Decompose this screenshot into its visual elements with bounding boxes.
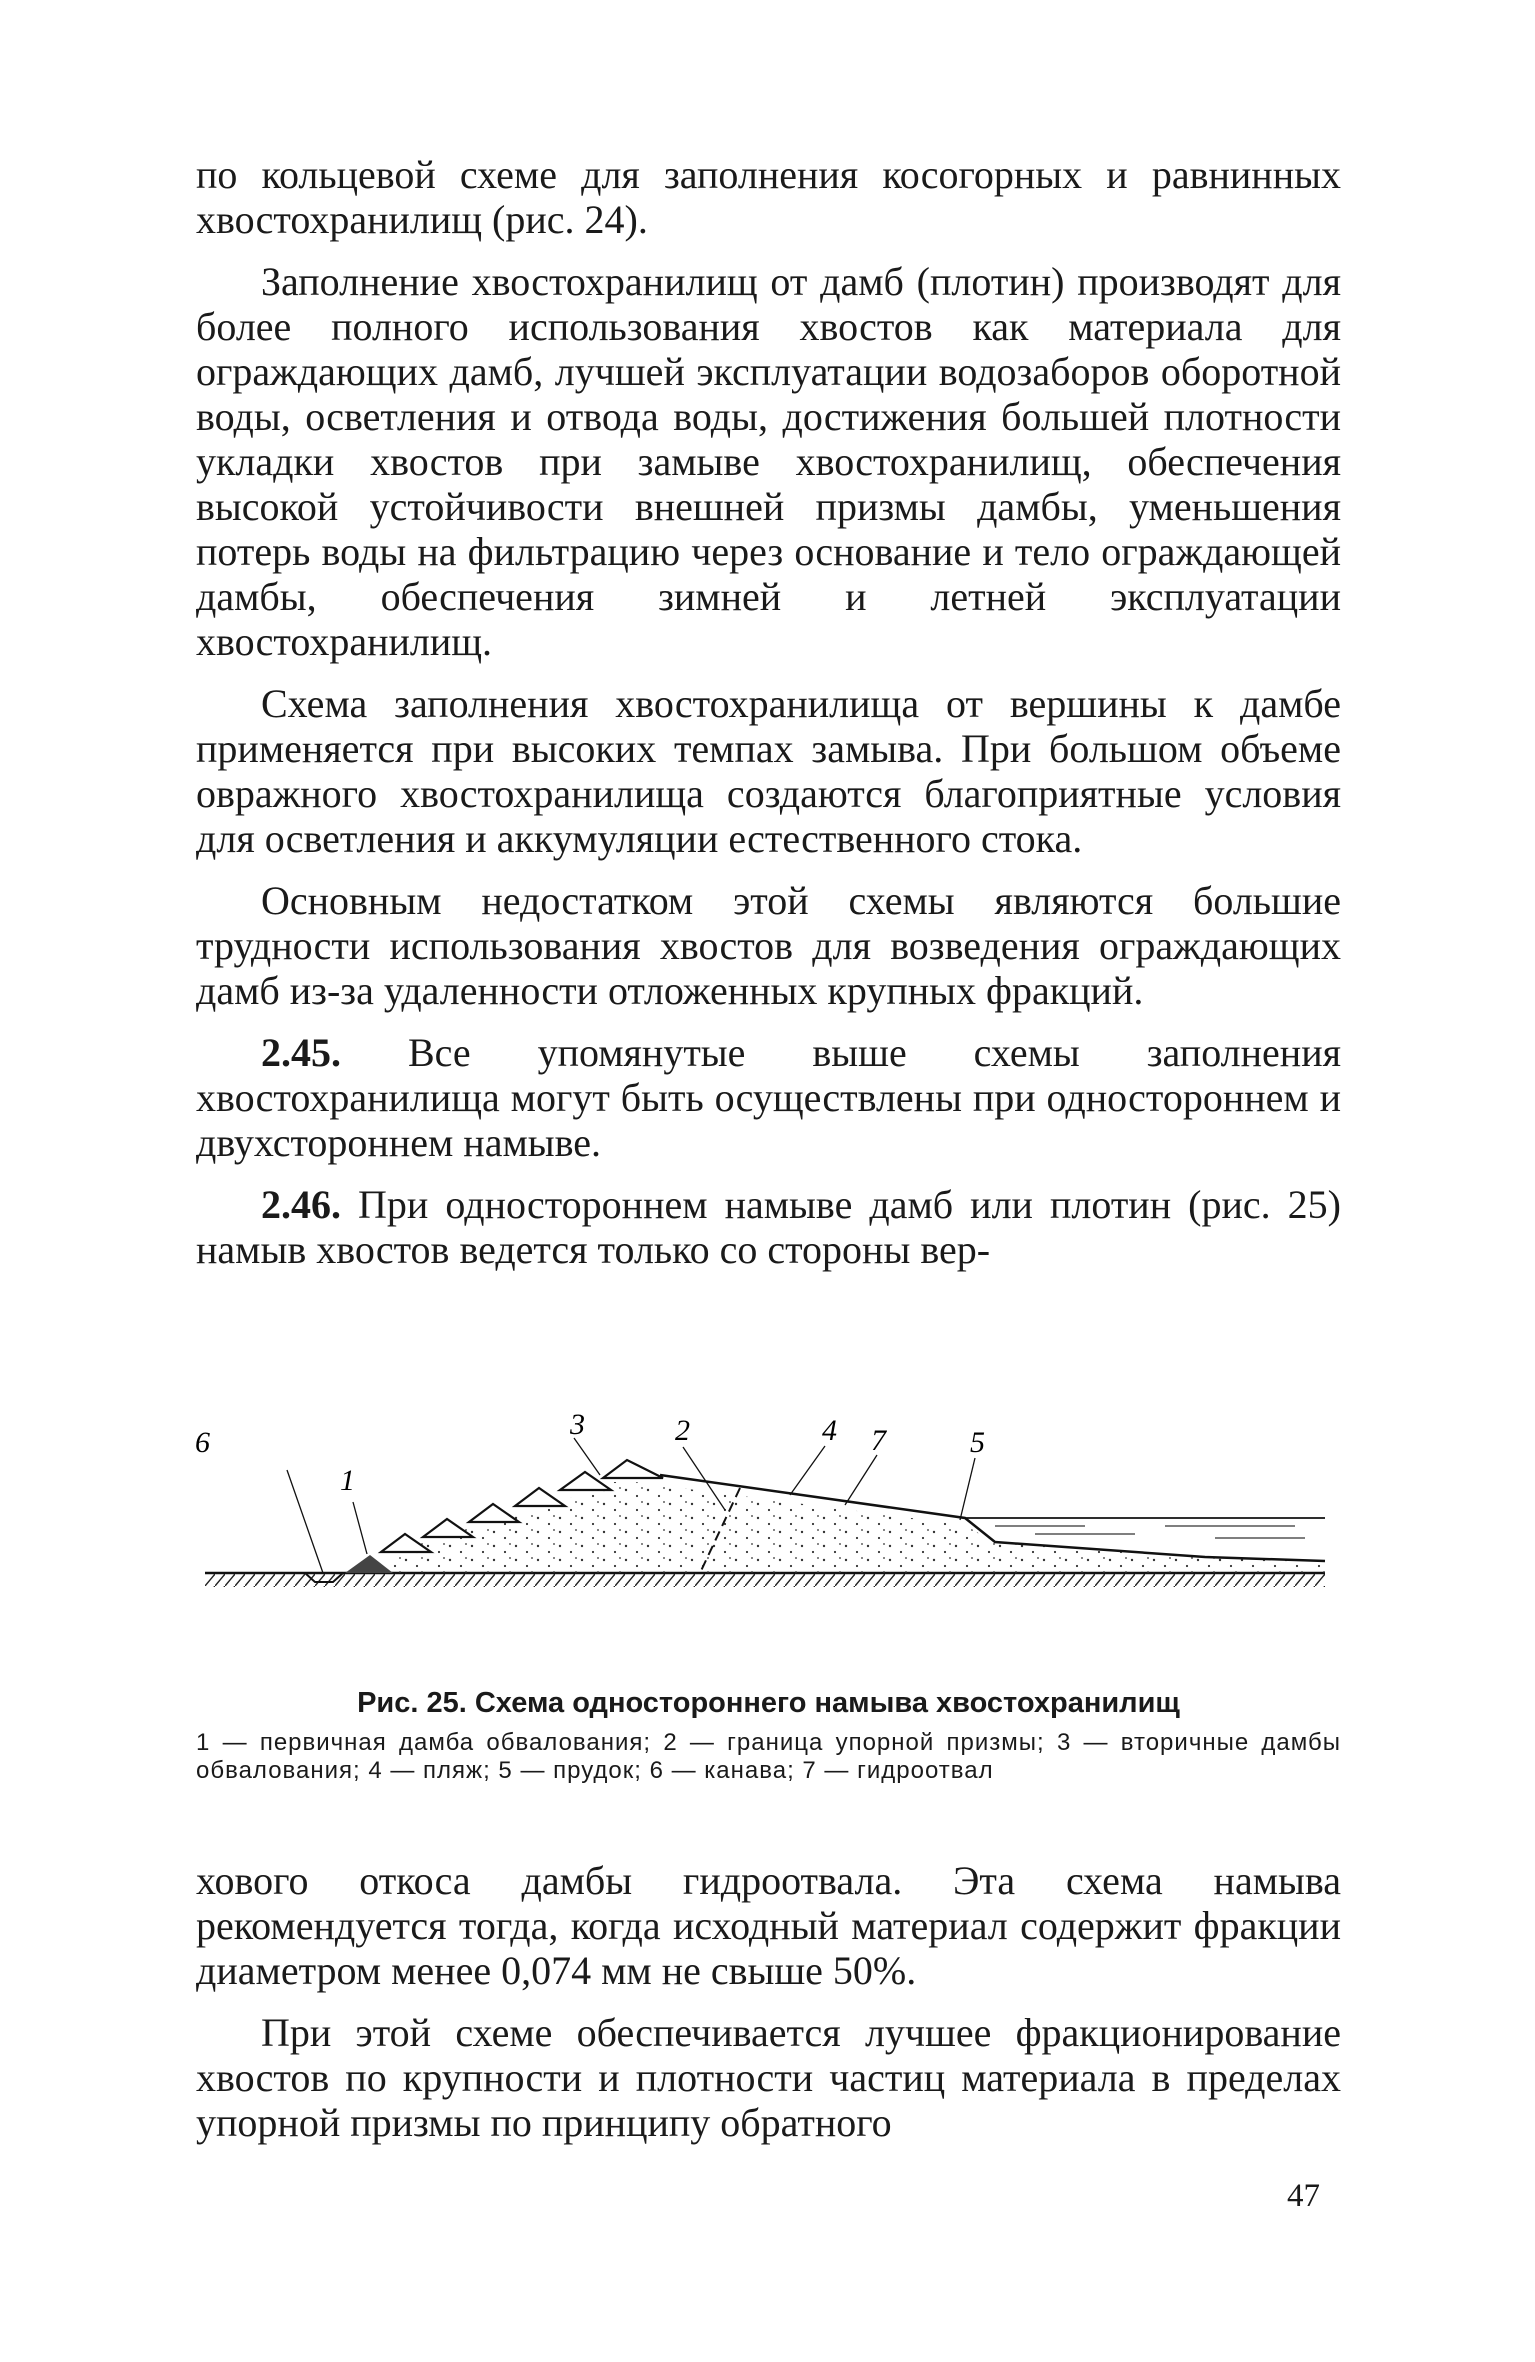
label-5: 5	[970, 1426, 985, 1459]
figure-25-diagram	[195, 1408, 1345, 1650]
ground-hatch	[205, 1573, 1325, 1587]
leader-3	[574, 1438, 600, 1475]
paragraph-2-46: 2.46. При одностороннем намыве дамб или плотин (рис. 25) намыв хвостов ведется только со стороны вер-	[196, 1182, 1341, 1272]
secondary-dam	[560, 1472, 611, 1490]
section-number: 2.46.	[261, 1182, 341, 1227]
text-block-top	[196, 152, 1341, 1272]
paragraph: При этой схеме обеспечивается лучшее фракционирование хвостов по крупности и плотности частиц материала в пределах упорной призмы по принципу обратного	[196, 2010, 1341, 2145]
figure-caption	[196, 1685, 1341, 1785]
caption-legend: 1 — первичная дамба обвалования; 2 — граница упорной призмы; 3 — вторичные дамбы обвалования; 4 — пляж; 5 — прудок; 6 — канава; 7 — гидроотвал	[196, 1729, 1341, 1784]
label-1: 1	[340, 1464, 355, 1497]
leader-7	[845, 1455, 877, 1505]
page-number: 47	[1287, 2178, 1320, 2214]
paragraph-continuation: хового откоса дамбы гидроотвала. Эта схема намыва рекомендуется тогда, когда исходный материал содержит фракции диаметром менее 0,074 мм не свыше 50%.	[196, 1858, 1341, 1993]
text-block-bottom	[196, 1858, 1341, 2145]
paragraph: Основным недостатком этой схемы являются большие трудности использования хвостов для возведения ограждающих дамб из-за удаленности отложенных крупных фракций.	[196, 878, 1341, 1013]
label-3: 3	[570, 1408, 585, 1441]
paragraph-continuation: по кольцевой схеме для заполнения косогорных и равнинных хвостохранилищ (рис. 24).	[196, 152, 1341, 242]
paragraph: Заполнение хвостохранилищ от дамб (плотин) производят для более полного использования хвостов как материала для ограждающих дамб, лучшей эксплуатации водозаборов оборотной воды, осветления и отвода воды, достижения большей плотности укладки хвостов при замыве хвостохранилищ, обеспечения высокой устойчивости внешней призмы дамбы, уменьшения потерь воды на фильтрацию через основание и тело ограждающей дамбы, обеспечения зимней и летней эксплуатации хвостохранилищ.	[196, 259, 1341, 664]
leader-5	[960, 1458, 975, 1520]
leader-1	[353, 1502, 367, 1554]
tailings-body	[365, 1482, 1325, 1573]
label-2: 2	[675, 1414, 690, 1447]
secondary-dam	[603, 1460, 663, 1478]
leader-6	[287, 1470, 323, 1573]
secondary-dam	[469, 1504, 519, 1522]
caption-title: Рис. 25. Схема одностороннего намыва хвостохранилищ	[357, 1687, 1180, 1719]
label-7: 7	[871, 1424, 886, 1457]
leader-4	[790, 1446, 825, 1495]
section-number: 2.45.	[261, 1030, 341, 1075]
label-6: 6	[195, 1426, 210, 1459]
label-4: 4	[822, 1414, 837, 1447]
paragraph: Схема заполнения хвостохранилища от вершины к дамбе применяется при высоких темпах замыва. При большом объеме овражного хвостохранилища создаются благоприятные условия для осветления и аккумуляции естественного стока.	[196, 681, 1341, 861]
secondary-dam	[423, 1519, 473, 1537]
paragraph-2-45: 2.45. Все упомянутые выше схемы заполнения хвостохранилища могут быть осуществлены при одностороннем и двухстороннем намыве.	[196, 1030, 1341, 1165]
